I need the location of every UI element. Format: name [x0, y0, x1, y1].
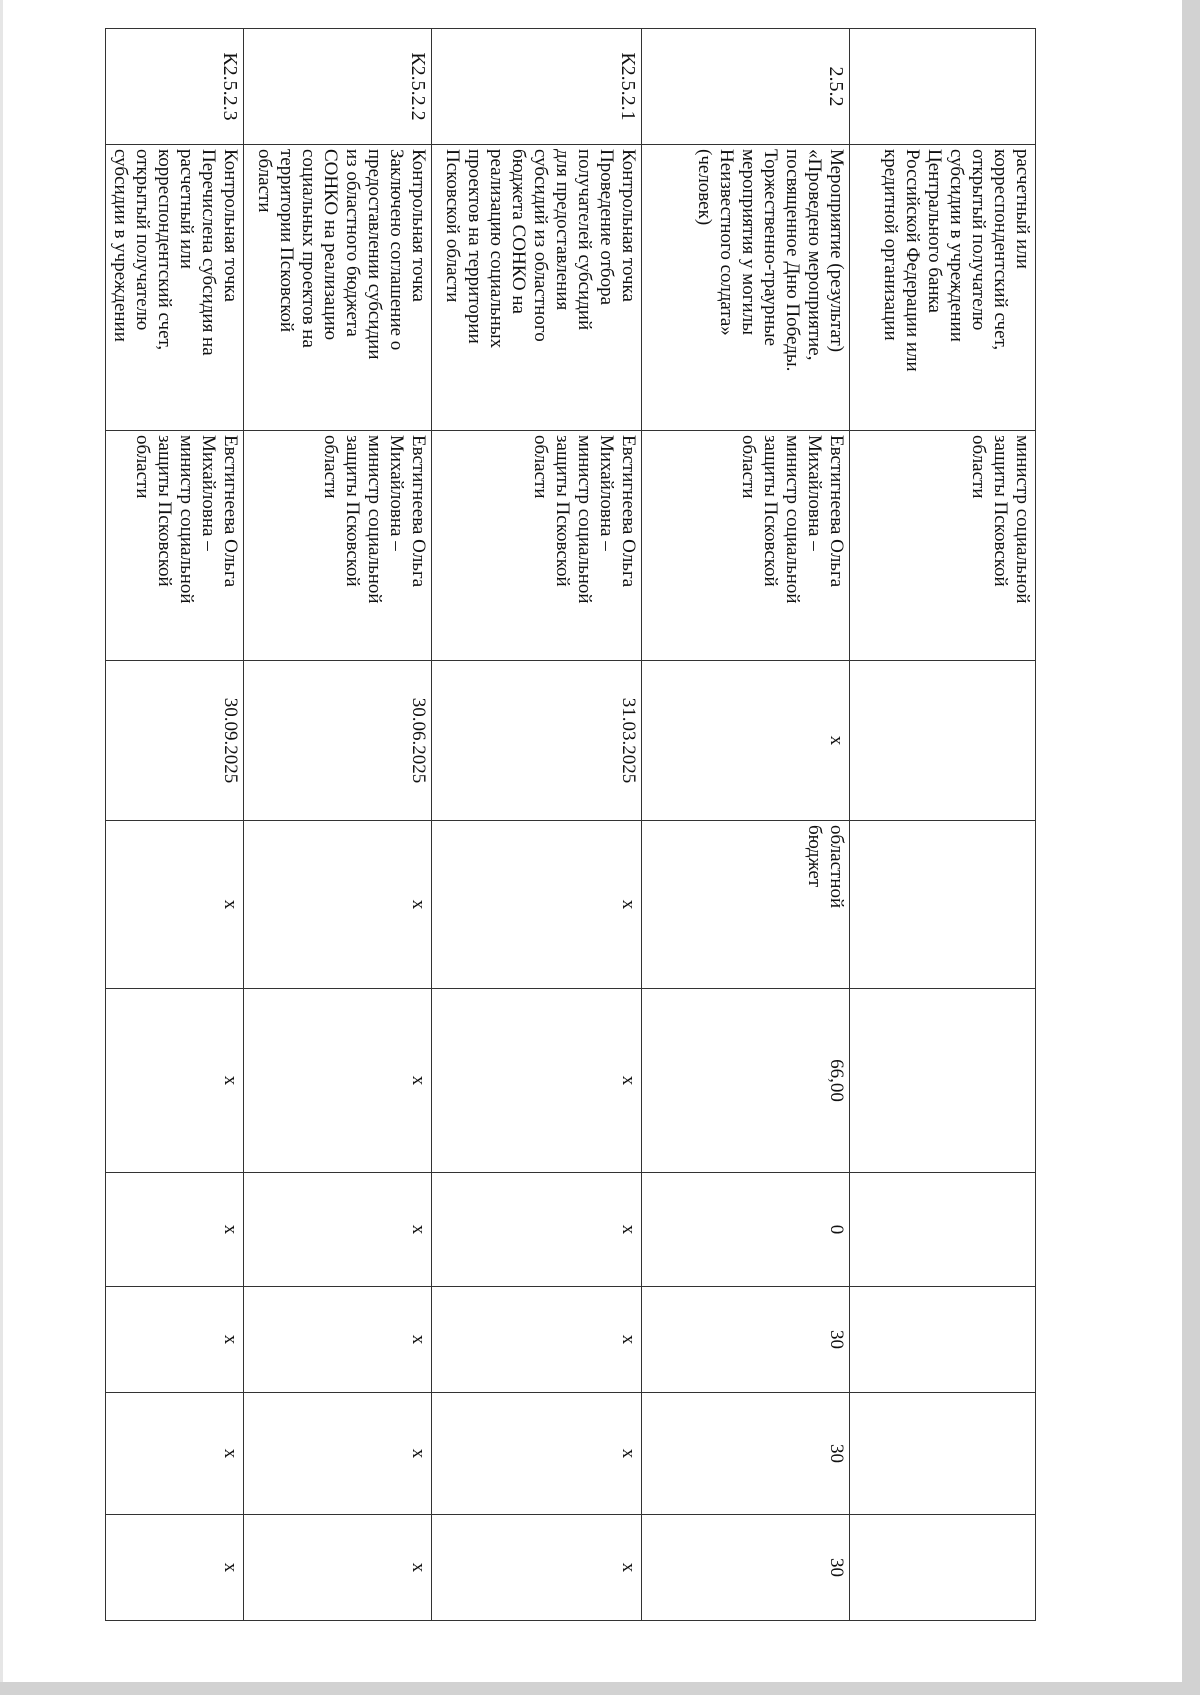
- value-1: х: [244, 989, 432, 1173]
- funding-source: областной бюджет: [642, 821, 850, 989]
- event-name: Контрольная точка Перечислена субсидия на расчетный или корреспондентский счет, открытый получателю субсидии в учреждении: [106, 145, 244, 431]
- deadline: 31.03.2025: [432, 661, 642, 821]
- value-3: х: [432, 1287, 642, 1393]
- value-4: [850, 1393, 1036, 1515]
- event-name: Контрольная точка Проведение отбора получателей субсидий для предоставления субсидий из областного бюджета СОНКО на реализацию социальных проектов на территории Псковской области: [432, 145, 642, 431]
- table-row: [850, 29, 1036, 1621]
- value-5: [850, 1515, 1036, 1621]
- value-5: х: [432, 1515, 642, 1621]
- event-name: расчетный или корреспондентский счет, открытый получателю субсидии в учреждении Центрального банка Российской Федерации или кредитной организации: [850, 145, 1036, 431]
- value-3: х: [244, 1287, 432, 1393]
- value-2: х: [244, 1173, 432, 1287]
- responsible-person: Евстигнеева Ольга Михайловна – министр социальной защиты Псковской области: [106, 431, 244, 661]
- event-name: Контрольная точка Заключено соглашение о предоставлении субсидии из областного бюджета СОНКО на реализацию социальных проектов на территории Псковской области: [244, 145, 432, 431]
- funding-source: х: [244, 821, 432, 989]
- value-5: х: [106, 1515, 244, 1621]
- row-number: К2.5.2.3: [106, 29, 244, 145]
- event-name: Мероприятие (результат) «Проведено мероприятие, посвященное Дню Победы. Торжественно-траурные мероприятия у могилы Неизвестного солдата» (человек): [642, 145, 850, 431]
- plan-table: [105, 28, 1036, 1621]
- scan-edge-bottom: [0, 1682, 1200, 1695]
- value-3: 30: [642, 1287, 850, 1393]
- value-1: х: [106, 989, 244, 1173]
- scan-edge-left: [0, 0, 3, 1695]
- value-1: 66,00: [642, 989, 850, 1173]
- value-2: х: [106, 1173, 244, 1287]
- scan-edge-right: [1182, 0, 1200, 1695]
- value-2: [850, 1173, 1036, 1287]
- value-4: х: [244, 1393, 432, 1515]
- value-3: [850, 1287, 1036, 1393]
- responsible-person: Евстигнеева Ольга Михайловна – министр социальной защиты Псковской области: [244, 431, 432, 661]
- value-5: х: [244, 1515, 432, 1621]
- responsible-person: Евстигнеева Ольга Михайловна – министр социальной защиты Псковской области: [432, 431, 642, 661]
- deadline: х: [642, 661, 850, 821]
- deadline: [850, 661, 1036, 821]
- value-3: х: [106, 1287, 244, 1393]
- value-2: х: [432, 1173, 642, 1287]
- funding-source: [850, 821, 1036, 989]
- rotated-table-container: [106, 28, 1036, 1620]
- table-row: [244, 29, 432, 1621]
- responsible-person: Евстигнеева Ольга Михайловна – министр социальной защиты Псковской области: [642, 431, 850, 661]
- table-row: [642, 29, 850, 1621]
- funding-source: х: [432, 821, 642, 989]
- deadline: 30.09.2025: [106, 661, 244, 821]
- value-4: 30: [642, 1393, 850, 1515]
- deadline: 30.06.2025: [244, 661, 432, 821]
- value-1: [850, 989, 1036, 1173]
- row-number: К2.5.2.1: [432, 29, 642, 145]
- value-2: 0: [642, 1173, 850, 1287]
- row-number: [850, 29, 1036, 145]
- table-row: [106, 29, 244, 1621]
- responsible-person: министр социальной защиты Псковской области: [850, 431, 1036, 661]
- value-4: х: [106, 1393, 244, 1515]
- value-4: х: [432, 1393, 642, 1515]
- funding-source: х: [106, 821, 244, 989]
- value-5: 30: [642, 1515, 850, 1621]
- row-number: 2.5.2: [642, 29, 850, 145]
- row-number: К2.5.2.2: [244, 29, 432, 145]
- table-row: [432, 29, 642, 1621]
- value-1: х: [432, 989, 642, 1173]
